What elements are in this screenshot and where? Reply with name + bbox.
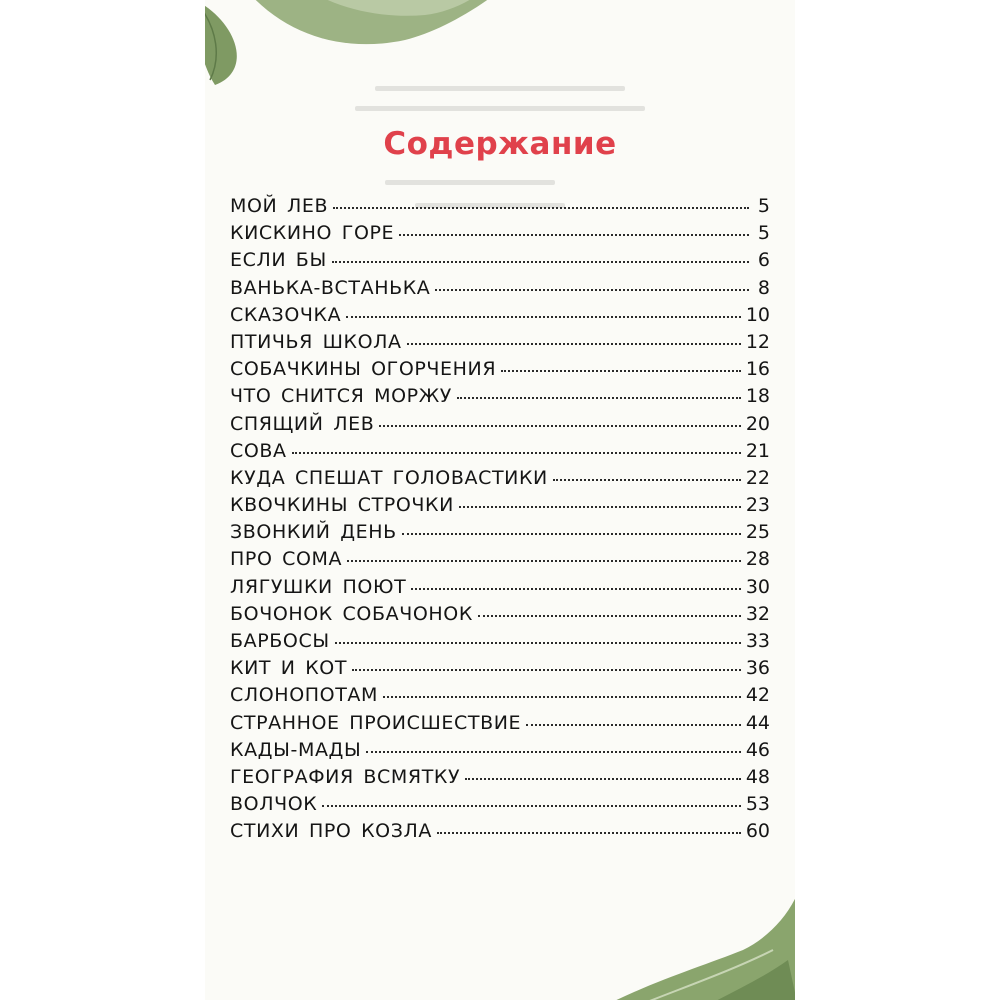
toc-entry-title: ЛЯГУШКИ ПОЮТ: [230, 575, 407, 598]
toc-entry-page-number: 32: [745, 602, 770, 625]
toc-entry: [230, 249, 770, 276]
toc-entry: [230, 304, 770, 331]
dot-leader: [379, 425, 740, 427]
toc-entry: [230, 331, 770, 358]
dot-leader: [457, 397, 741, 399]
toc-entry-title: ЧТО СНИТСЯ МОРЖУ: [230, 385, 452, 408]
toc-entry-title: ЕСЛИ БЫ: [230, 249, 327, 272]
toc-entry-title: КИТ И КОТ: [230, 657, 348, 680]
toc-entry-title: СОБАЧКИНЫ ОГОРЧЕНИЯ: [230, 358, 497, 381]
toc-entry: [230, 277, 770, 304]
toc-entry-page-number: 5: [757, 195, 770, 217]
dot-leader: [333, 207, 749, 209]
toc-entry-page-number: 5: [757, 222, 770, 245]
dot-leader: [435, 289, 749, 291]
toc-entry-title: МОЙ ЛЕВ: [230, 195, 329, 217]
dot-leader: [501, 370, 741, 372]
dot-leader: [437, 832, 741, 834]
toc-entry: [230, 793, 770, 820]
toc-entry: [230, 576, 770, 603]
toc-entry: [230, 739, 770, 766]
toc-entry-page-number: 18: [745, 385, 770, 408]
toc-entry-page-number: 12: [745, 330, 770, 353]
toc-entry-title: КУДА СПЕШАТ ГОЛОВАСТИКИ: [230, 466, 548, 489]
dot-leader: [465, 778, 741, 780]
dot-leader: [459, 506, 741, 508]
toc-entry-title: БОЧОНОК СОБАЧОНОК: [230, 602, 473, 625]
dot-leader: [322, 805, 740, 807]
dot-leader: [383, 696, 741, 698]
toc-entry-title: СТРАННОЕ ПРОИСШЕСТВИЕ: [230, 711, 522, 734]
toc-entry: [230, 385, 770, 412]
toc-entry: [230, 684, 770, 711]
toc-entry-page-number: 48: [745, 765, 770, 788]
toc-entry-title: ГЕОГРАФИЯ ВСМЯТКУ: [230, 765, 461, 788]
toc-entry: [230, 358, 770, 385]
dot-leader: [399, 234, 749, 236]
dot-leader: [352, 669, 741, 671]
toc-entry-title: ЗВОНКИЙ ДЕНЬ: [230, 521, 397, 544]
leaf-illustration-top: [205, 0, 555, 90]
book-page: [205, 0, 795, 1000]
dot-leader: [402, 533, 741, 535]
bleed-through-text: [375, 86, 625, 91]
toc-entry: [230, 630, 770, 657]
toc-entry-title: КАДЫ-МАДЫ: [230, 738, 362, 761]
dot-leader: [292, 452, 741, 454]
toc-entry: [230, 657, 770, 684]
toc-entry-page-number: 36: [745, 657, 770, 680]
toc-entry-title: СТИХИ ПРО КОЗЛА: [230, 820, 433, 843]
leaf-illustration-bottom: [543, 880, 795, 1000]
dot-leader: [335, 642, 741, 644]
bleed-through-text: [385, 180, 555, 185]
toc-entry-title: ВАНЬКА-ВСТАНЬКА: [230, 276, 431, 299]
toc-entry-page-number: 8: [757, 276, 770, 299]
toc-entry: [230, 222, 770, 249]
toc-entry: [230, 548, 770, 575]
dot-leader: [366, 751, 740, 753]
toc-entry: [230, 440, 770, 467]
toc-entry-page-number: 16: [745, 358, 770, 381]
toc-entry-page-number: 60: [745, 820, 770, 843]
toc-entry-page-number: 30: [745, 575, 770, 598]
toc-entry-page-number: 46: [745, 738, 770, 761]
toc-entry: [230, 413, 770, 440]
toc-entry: [230, 467, 770, 494]
toc-entry-page-number: 22: [745, 466, 770, 489]
toc-entry-title: БАРБОСЫ: [230, 630, 330, 652]
table-of-contents: [230, 195, 770, 848]
toc-entry-page-number: 25: [745, 521, 770, 544]
toc-entry: [230, 820, 770, 847]
toc-entry-title: СПЯЩИЙ ЛЕВ: [230, 412, 375, 435]
dot-leader: [411, 588, 741, 590]
toc-entry-title: СЛОНОПОТАМ: [230, 684, 378, 707]
dot-leader: [346, 316, 741, 318]
dot-leader: [478, 615, 741, 617]
toc-entry: [230, 494, 770, 521]
page-title: Содержание: [383, 126, 617, 162]
toc-entry-title: ПТИЧЬЯ ШКОЛА: [230, 330, 402, 353]
toc-entry: [230, 766, 770, 793]
dot-leader: [332, 261, 749, 263]
toc-entry-page-number: 42: [745, 684, 770, 707]
bleed-through-text: [355, 106, 645, 111]
toc-entry: [230, 603, 770, 630]
dot-leader: [553, 479, 741, 481]
toc-entry-title: СОВА: [230, 439, 287, 462]
toc-entry-title: КВОЧКИНЫ СТРОЧКИ: [230, 494, 454, 517]
toc-entry-title: КИСКИНО ГОРЕ: [230, 222, 395, 245]
toc-entry-title: ПРО СОМА: [230, 548, 343, 571]
toc-entry-page-number: 44: [745, 711, 770, 734]
toc-entry-title: СКАЗОЧКА: [230, 303, 342, 326]
dot-leader: [347, 560, 741, 562]
dot-leader: [407, 343, 741, 345]
toc-entry-page-number: 20: [745, 412, 770, 435]
toc-entry-page-number: 6: [757, 249, 770, 272]
toc-entry-page-number: 21: [745, 439, 770, 462]
toc-entry: [230, 521, 770, 548]
toc-entry-page-number: 28: [745, 548, 770, 571]
toc-entry-page-number: 10: [745, 303, 770, 326]
dot-leader: [526, 724, 741, 726]
toc-entry: [230, 712, 770, 739]
toc-entry-title: ВОЛЧОК: [230, 793, 318, 816]
toc-entry-page-number: 23: [745, 494, 770, 517]
toc-entry-page-number: 53: [745, 793, 770, 816]
toc-entry: [230, 195, 770, 222]
toc-entry-page-number: 33: [745, 630, 770, 652]
